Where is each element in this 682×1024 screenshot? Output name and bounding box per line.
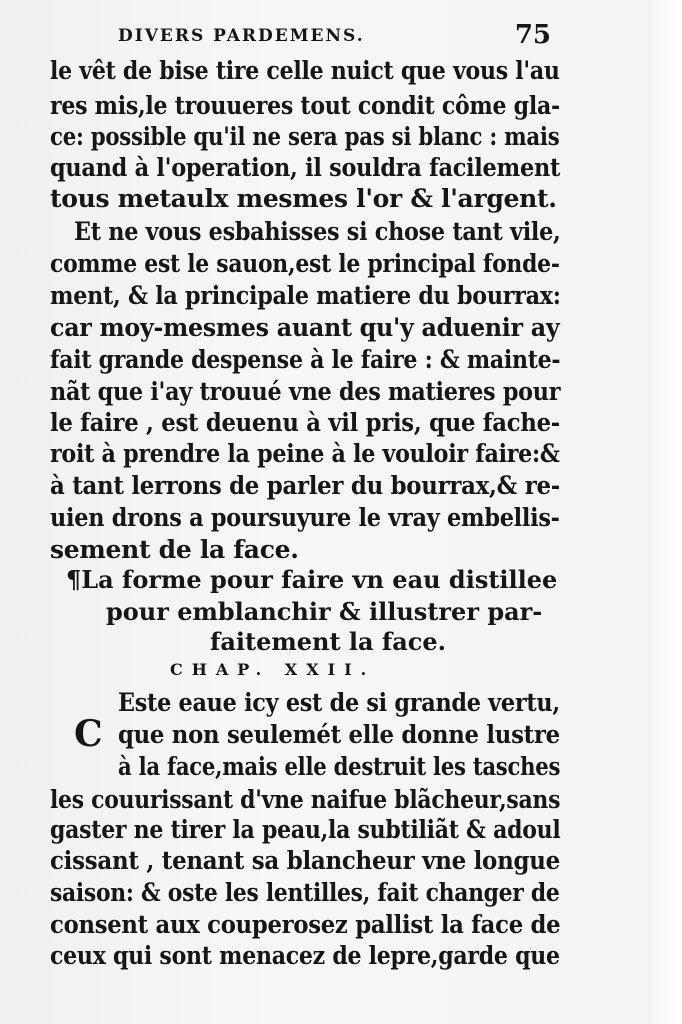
text-line: ceux qui sont menacez de lepre,garde que — [50, 941, 560, 970]
heading-line: faitement la face. — [210, 627, 447, 656]
text-line: gaster ne tirer la peau,la subtiliãt & adoul — [50, 815, 561, 844]
text-line: fait grande despense à le faire : & mainte- — [50, 345, 561, 374]
text-line: saison: & oste les lentilles, fait changer de — [50, 878, 560, 907]
running-title: DIVERS PARDEMENS. — [118, 26, 365, 46]
text-line: ment, & la principale matiere du bourrax: — [50, 281, 561, 310]
chapter-label: CHAP. XXII. — [170, 660, 376, 679]
text-line: le vêt de bise tire celle nuict que vous l'au — [50, 56, 560, 85]
text-line: comme est le sauon,est le principal fonde- — [50, 249, 560, 278]
text-line: nãt que i'ay trouué vne des matieres pour — [50, 377, 561, 406]
page-edge — [652, 0, 682, 1024]
page-number: 75 — [514, 20, 551, 50]
text-line: tous metaulx mesmes l'or & l'argent. — [50, 184, 557, 213]
text-line: que non seulemét elle donne lustre — [118, 720, 560, 749]
text-line: car moy-mesmes auant qu'y aduenir ay — [50, 313, 560, 342]
text-line: Este eaue icy est de si grande vertu, — [118, 688, 560, 717]
drop-cap: C — [74, 713, 103, 755]
text-line: sement de la face. — [50, 535, 299, 564]
text-line: Et ne vous esbahisses si chose tant vile, — [74, 217, 561, 246]
text-line: à tant lerrons de parler du bourrax,& re- — [50, 471, 560, 500]
text-line: consent aux couperosez pallist la face de — [50, 910, 561, 939]
text-line: cissant , tenant sa blancheur vne longue — [50, 846, 560, 875]
text-line: les couurissant d'vne naifue blãcheur,sans — [50, 785, 561, 814]
text-line: quand à l'operation, il souldra facilement — [50, 153, 561, 182]
text-line: à la face,mais elle destruit les tasches — [118, 752, 561, 781]
text-line: res mis,le trouueres tout condit côme gla- — [50, 91, 560, 120]
text-line: le faire , est deuenu à vil pris, que fache- — [50, 408, 560, 437]
text-line: uien drons a poursuyure le vray embellis- — [50, 503, 560, 532]
text-line: roit à prendre la peine à le vouloir faire:& — [50, 439, 560, 468]
page-header — [118, 20, 551, 54]
heading-line: ¶La forme pour faire vn eau distillee — [66, 565, 558, 594]
heading-line: pour emblanchir & illustrer par- — [106, 597, 543, 626]
text-line: ce: possible qu'il ne sera pas si blanc : mais — [50, 122, 560, 151]
